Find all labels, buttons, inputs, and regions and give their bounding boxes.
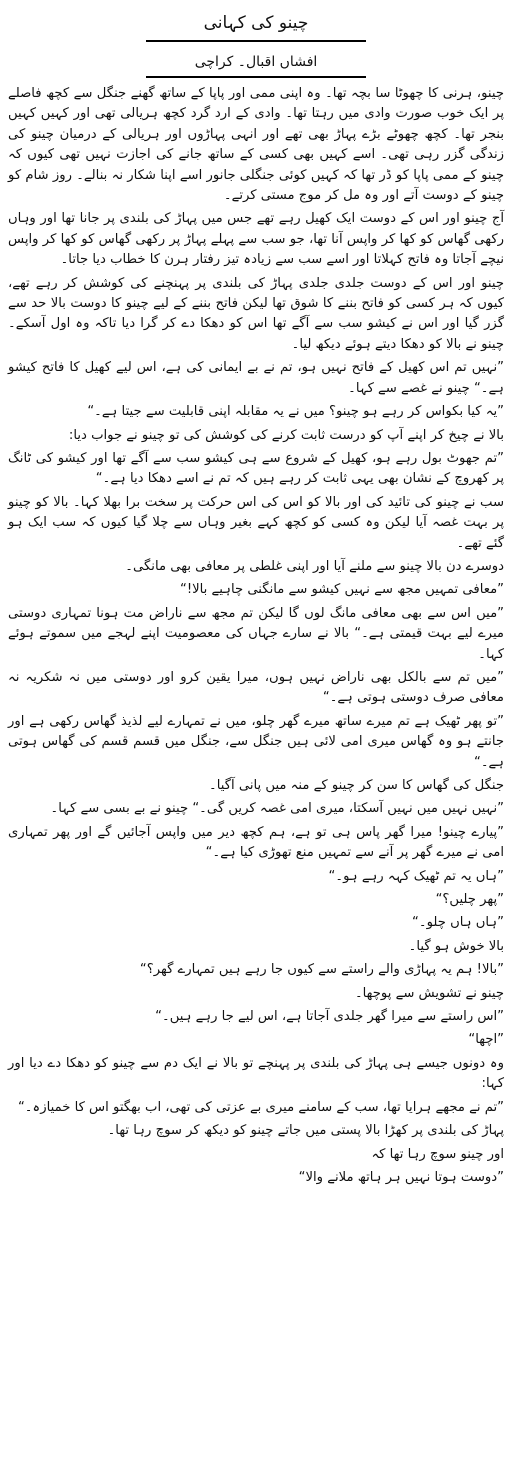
paragraph: چینو، ہرنی کا چھوٹا سا بچہ تھا۔ وہ اپنی ممی اور پاپا کے ساتھ گھنے جنگل سے کچھ فاصلے پر ایک خوب صورت وادی میں رہتا تھا۔ وادی کے ارد گرد کچھ ہریالی تھی اور کہیں کہیں بنجر تھا۔ کچھ چھوٹے بڑے پہاڑ بھی تھے اور انہی پہاڑوں اور ہریالی کے درمیان چینو کی زندگی گزر رہی تھی۔ اسے کہیں بھی کسی کے ساتھ جانے کی اجازت نہیں تھی کیوں کہ چینو کے ممی پاپا کو ڈر تھا کہ کہیں کوئی جنگلی جانور اسے اپنا شکار نہ بنالے۔ روز شام کو چینو کے دوست آتے اور وہ مل کر موج مستی کرتے۔ <box>8 86 504 204</box>
paragraph: ”نہیں نہیں میں نہیں آسکتا، میری امی غصہ کریں گی۔“ چینو نے بے بسی سے کہا۔ <box>50 801 504 817</box>
paragraph: ”پھر چلیں؟“ <box>435 892 504 908</box>
paragraph: دوسرے دن بالا چینو سے ملنے آیا اور اپنی غلطی پر معافی بھی مانگی۔ <box>125 558 504 574</box>
paragraph: ”یہ کیا بکواس کر رہے ہو چینو؟ میں نے یہ مقابلہ اپنی قابلیت سے جیتا ہے۔“ <box>87 404 504 420</box>
paragraph: ”میں تم سے بالکل بھی ناراض نہیں ہوں، میرا یقین کرو اور دوستی میں نہ شکریہ نہ معافی صرف دوستی ہوتی ہے۔“ <box>8 669 504 706</box>
paragraph: سب نے چینو کی تائید کی اور بالا کو اس کی اس حرکت پر سخت برا بھلا کہا۔ بالا کو چینو پر بہت غصہ آیا لیکن وہ کسی کو کچھ کہے بغیر وہاں سے چلا گیا کیوں کہ سب ایک ہو گئے تھے۔ <box>8 494 504 551</box>
paragraph: وہ دونوں جیسے ہی پہاڑ کی بلندی پر پہنچے تو بالا نے ایک دم سے چینو کو دھکا دے دیا اور کہا: <box>8 1055 504 1092</box>
article-title: چینو کی کہانی <box>203 13 309 33</box>
paragraph: ”تو پھر ٹھیک ہے تم میرے ساتھ میرے گھر چلو، میں نے تمہارے لیے لذیذ گھاس رکھی ہے اور جانتے ہو وہ گھاس میری امی لائی ہیں جنگل سے، جنگل میں قسم قسم کی گھاس ہوتی ہے۔“ <box>8 713 504 770</box>
paragraph: ”معافی تمہیں مجھ سے نہیں کیشو سے مانگنی چاہیے بالا!“ <box>180 582 504 598</box>
paragraph: اور چینو سوچ رہا تھا کہ <box>371 1146 504 1162</box>
paragraph: ”نہیں تم اس کھیل کے فاتح نہیں ہو، تم نے بے ایمانی کی ہے، اس لیے کھیل کا فاتح کیشو ہے۔“ چینو نے غصے سے کہا۔ <box>8 360 504 396</box>
paragraph: ”تم جھوٹ بول رہے ہو، کھیل کے شروع سے ہی کیشو سب سے آگے تھا اور کیشو کی ٹانگ پر کھروچ کے نشان بھی یہی ثابت کر رہے ہیں کہ تم نے اسے دھکا دیا ہے۔“ <box>8 450 504 487</box>
paragraph: ”بالا! ہم یہ پہاڑی والے راستے سے کیوں جا رہے ہیں تمہارے گھر؟“ <box>139 962 504 978</box>
paragraph: ”ہاں یہ تم ٹھیک کہہ رہے ہو۔“ <box>328 868 504 884</box>
paragraph: ”ہاں ہاں چلو۔“ <box>412 915 504 931</box>
article-body <box>8 84 504 1188</box>
paragraph: ”دوست ہوتا نہیں ہر ہاتھ ملانے والا“ <box>298 1169 504 1185</box>
paragraph: چینو اور اس کے دوست جلدی جلدی پہاڑ کی بلندی پر پہنچنے کی کوشش کر رہے تھے، کیوں کہ ہر کسی کو فاتح بننے کا شوق تھا لیکن فاتح بننے کے لیے چینو کا دوست بالا حد سے گزر گیا اور اس نے کیشو سب سے آگے تھا اس کو دھکا دے کر گرا دیا تاکہ وہ اول آسکے۔ چینو نے بالا کو دھکا دیتے ہوئے دیکھ لیا۔ <box>8 275 504 352</box>
paragraph: بالا خوش ہو گیا۔ <box>408 938 504 954</box>
paragraph: ”اچھا“ <box>468 1032 504 1048</box>
byline-divider <box>146 76 366 78</box>
paragraph: ”پیارے چینو! میرا گھر پاس ہی تو ہے، ہم کچھ دیر میں واپس آجائیں گے اور پھر تمہاری امی نے میرے گھر پر آنے سے تمہیں منع تھوڑی کیا ہے۔“ <box>8 824 504 861</box>
title-divider <box>146 40 366 42</box>
paragraph: چینو نے تشویش سے پوچھا۔ <box>354 985 504 1001</box>
paragraph: جنگل کی گھاس کا سن کر چینو کے منہ میں پانی آگیا۔ <box>209 778 504 793</box>
author-byline: افشاں اقبال۔ کراچی <box>194 54 318 70</box>
paragraph: پہاڑ کی بلندی پر کھڑا بالا پستی میں جاتے چینو کو دیکھ کر سوچ رہا تھا۔ <box>107 1123 504 1139</box>
paragraph: آج چینو اور اس کے دوست ایک کھیل رہے تھے جس میں پہاڑ کی بلندی پر جانا تھا اور وہاں رکھی گھاس کو کھا کر واپس آنا تھا، جو سب سے پہلے پہاڑ پر رکھی گھاس کو کھا کر واپس نیچے آجاتا وہ فاتح کہلاتا اور اسے سب سے زیادہ تیز رفتار ہرن کا خطاب دیا جاتا۔ <box>8 211 504 268</box>
paragraph: ”میں اس سے بھی معافی مانگ لوں گا لیکن تم مجھ سے ناراض مت ہونا تمہاری دوستی میرے لیے بہت قیمتی ہے۔“ بالا نے سارے جہاں کی معصومیت اپنے لہجے میں سموتے ہوئے کہا۔ <box>8 605 504 662</box>
paragraph: ”اس راستے سے میرا گھر جلدی آجاتا ہے، اس لیے جا رہے ہیں۔“ <box>155 1009 504 1025</box>
paragraph: بالا نے چیخ کر اپنے آپ کو درست ثابت کرنے کی کوشش کی تو چینو نے جواب دیا: <box>68 427 504 443</box>
paragraph: ”تم نے مجھے ہرایا تھا، سب کے سامنے میری بے عزتی کی تھی، اب بھگتو اس کا خمیازہ۔“ <box>17 1099 504 1115</box>
